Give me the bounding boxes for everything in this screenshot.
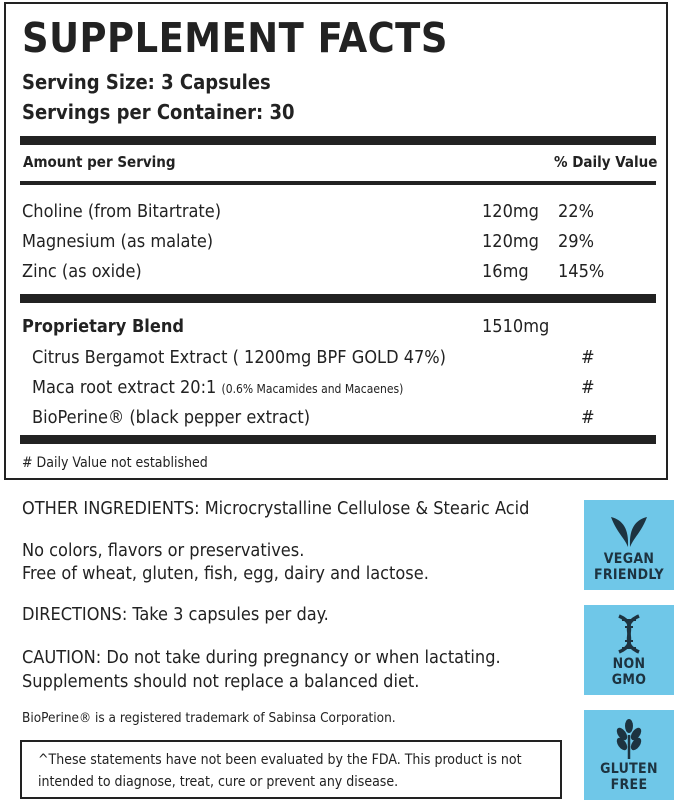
blend-item-name-wrap [32,377,403,398]
header-daily-value: % Daily Value [554,153,658,171]
leaf-icon [607,507,651,551]
thick-divider [20,136,656,145]
disclaimer-line: ^These statements have not been evaluated by the FDA. This product is not [38,752,522,768]
caution-line: Supplements should not replace a balanced diet. [22,671,420,692]
blend-item-dv: # [581,407,595,428]
nutrient-name: Magnesium (as malate) [22,231,214,252]
thick-divider [20,294,656,303]
directions: DIRECTIONS: Take 3 capsules per day. [22,604,329,625]
badge-line: FREE [610,777,648,793]
serving-size: Serving Size: 3 Capsules [22,70,271,94]
blend-item-dv: # [581,377,595,398]
blend-item-name: Citrus Bergamot Extract ( 1200mg BPF GOLD 47%) [32,347,446,368]
wheat-icon [607,717,651,761]
fda-disclaimer [20,740,562,799]
thick-divider [20,435,656,444]
caution-line: CAUTION: Do not take during pregnancy or when lactating. [22,647,501,668]
badge-line: GLUTEN [600,761,658,777]
gluten-free-badge [584,710,674,800]
dna-icon [607,612,651,656]
free-from-line: No colors, flavors or preservatives. [22,540,305,561]
disclaimer-line: intended to diagnose, treat, cure or prevent any disease. [38,774,399,790]
blend-item-dv: # [581,347,595,368]
servings-per-container: Servings per Container: 30 [22,100,295,124]
nutrient-amount: 120mg [482,201,539,222]
nutrient-dv: 22% [558,201,594,222]
header-amount: Amount per Serving [23,153,176,171]
non-gmo-badge [584,605,674,695]
nutrient-amount: 120mg [482,231,539,252]
blend-item-name: Maca root extract 20:1 [32,377,217,398]
nutrient-dv: 145% [558,261,605,282]
supplement-facts-panel [4,2,668,480]
vegan-friendly-badge [584,500,674,590]
badge-line: FRIENDLY [594,567,664,583]
free-from-line: Free of wheat, gluten, fish, egg, dairy and lactose. [22,563,429,584]
footnote: # Daily Value not established [22,455,208,471]
header-divider [20,181,656,185]
badge-line: GMO [611,672,647,688]
badge-line: VEGAN [603,551,655,567]
nutrient-name: Zinc (as oxide) [22,261,142,282]
nutrient-name: Choline (from Bitartrate) [22,201,222,222]
other-ingredients: OTHER INGREDIENTS: Microcrystalline Cellulose & Stearic Acid [22,498,530,519]
blend-name: Proprietary Blend [22,316,184,337]
blend-amount: 1510mg [482,316,550,337]
nutrient-dv: 29% [558,231,594,252]
trademark-notice: BioPerine® is a registered trademark of Sabinsa Corporation. [22,710,396,726]
panel-title: SUPPLEMENT FACTS [22,14,448,62]
badge-line: NON [612,656,646,672]
nutrient-amount: 16mg [482,261,529,282]
blend-item-name: BioPerine® (black pepper extract) [32,407,311,428]
blend-item-note: (0.6% Macamides and Macaenes) [221,382,404,396]
